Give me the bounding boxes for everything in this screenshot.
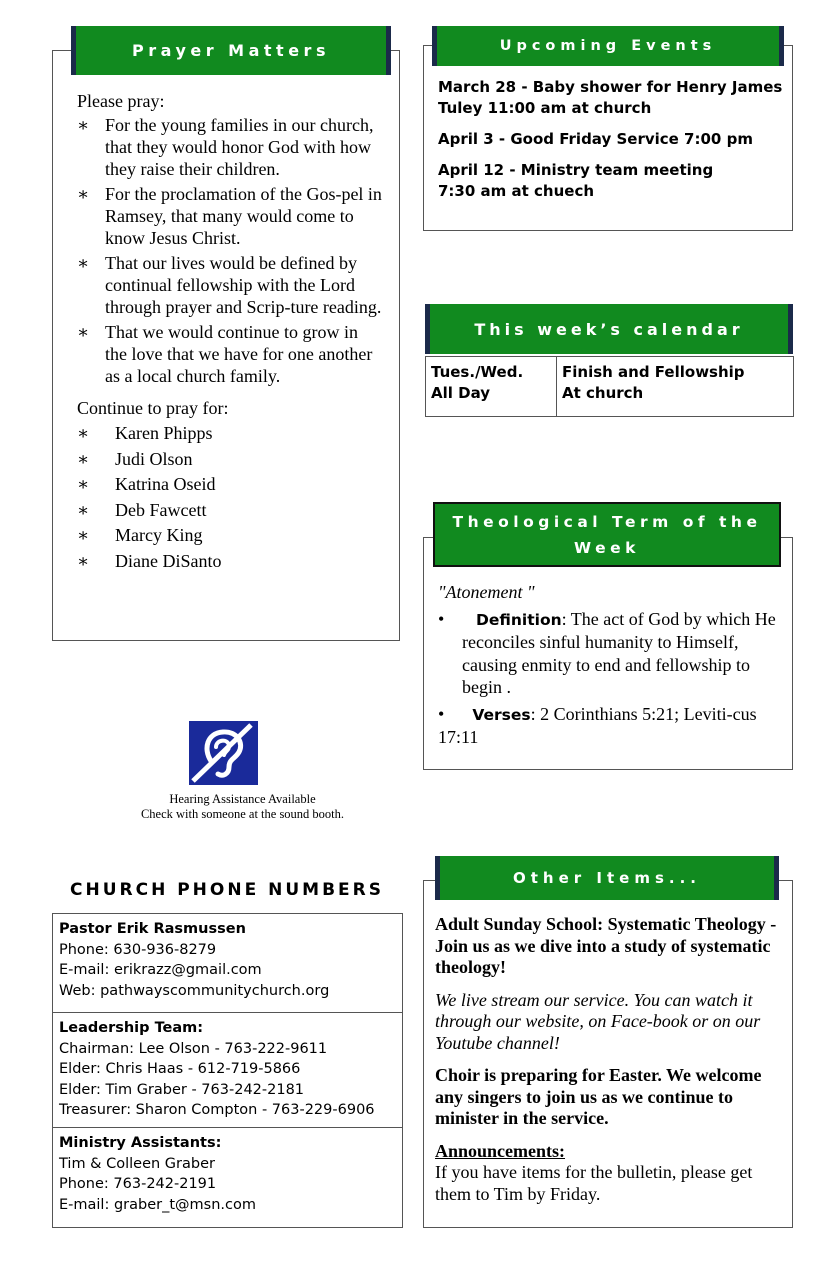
prayer-content: [77, 90, 382, 574]
hearing-text: Hearing Assistance Available Check with someone at the sound booth.: [140, 792, 345, 821]
prayer-name: ∗ Marcy King: [77, 523, 382, 549]
sunday-school: Adult Sunday School: Systematic Theology - Join us as we dive into a study of systematic theology!: [435, 914, 777, 977]
theology-banner: [433, 502, 781, 567]
ministry-head: Ministry Assistants:: [59, 1135, 222, 1151]
prayer-intro: Please pray:: [77, 91, 165, 111]
event-item: April 12 - Ministry team meeting 7:30 am at chuech: [438, 161, 714, 200]
prayer-title: Prayer Matters: [132, 41, 330, 60]
prayer-name: ∗ Katrina Oseid: [77, 472, 382, 498]
other-title: Other Items...: [513, 869, 701, 887]
leadership-head: Leadership Team:: [59, 1020, 204, 1036]
calendar-table: [425, 356, 794, 417]
pastor-section: [53, 914, 402, 1013]
events-banner: [432, 26, 784, 66]
calendar-title: This week’s calendar: [474, 319, 744, 339]
events-title: Upcoming Events: [499, 38, 717, 54]
theology-title: Theological Term of the Week: [452, 512, 762, 557]
ministry-line: Phone: 763-242-2191: [59, 1176, 217, 1192]
theology-verses: • Verses: 2 Corinthians 5:21; Leviti-cus 17:11: [438, 703, 757, 747]
other-banner: [435, 856, 779, 900]
phones-box: [52, 913, 403, 1228]
prayer-item: ∗ That we would continue to grow in the love that we have for one another as a local church family.: [77, 321, 382, 387]
event-item: April 3 - Good Friday Service 7:00 pm: [438, 130, 753, 148]
event-item: March 28 - Baby shower for Henry James Tuley 11:00 am at church: [438, 78, 783, 117]
prayer-name: ∗ Judi Olson: [77, 447, 382, 473]
pastor-web: Web: pathwayscommunitychurch.org: [59, 982, 330, 999]
announcements-head: Announcements:: [435, 1140, 566, 1161]
ministry-section: [53, 1128, 402, 1221]
leadership-line: Treasurer: Sharon Compton - 763-229-6906: [59, 1102, 375, 1118]
ministry-line: E-mail: graber_t@msn.com: [59, 1196, 256, 1213]
ministry-line: Tim & Colleen Graber: [59, 1155, 215, 1172]
pastor-email: E-mail: erikrazz@gmail.com: [59, 962, 262, 978]
theology-definition: • Definition: The act of God by which He reconciles sinful humanity to Himself, causing enmity to end and fellowship to begin .: [438, 608, 776, 697]
choir: Choir is preparing for Easter. We welcome any singers to join us as we continue to minister in the service.: [435, 1065, 762, 1128]
pastor-name: Pastor Erik Rasmussen: [59, 921, 246, 937]
calendar-what: Finish and Fellowship At church: [557, 357, 794, 417]
theology-term: "Atonement ": [438, 582, 535, 602]
ear-icon: [189, 721, 258, 785]
calendar-banner: [425, 304, 793, 354]
prayer-list: [77, 114, 382, 387]
calendar-row: [426, 357, 794, 417]
other-content: [435, 914, 780, 1205]
announcements-text: If you have items for the bulletin, please get them to Tim by Friday.: [435, 1162, 753, 1204]
prayer-item: ∗ For the proclamation of the Gos-pel in Ramsey, that many would come to know Jesus Christ.: [77, 183, 382, 249]
prayer-item: ∗ For the young families in our church, that they would honor God with how they raise their children.: [77, 114, 382, 180]
prayer-name: ∗ Deb Fawcett: [77, 498, 382, 524]
leadership-line: Chairman: Lee Olson - 763-222-9611: [59, 1040, 328, 1057]
leadership-line: Elder: Tim Graber - 763-242-2181: [59, 1081, 305, 1098]
theology-content: [438, 581, 776, 749]
leadership-section: [53, 1013, 402, 1128]
prayer-name: ∗ Karen Phipps: [77, 421, 382, 447]
livestream: We live stream our service. You can watch it through our website, on Face-book or on our Youtube channel!: [435, 989, 761, 1053]
prayer-item: ∗ That our lives would be defined by continual fellowship with the Lord through prayer and Scrip-ture reading.: [77, 252, 382, 318]
calendar-when: Tues./Wed. All Day: [426, 357, 557, 417]
phones-title: CHURCH PHONE NUMBERS: [70, 880, 384, 900]
events-list: [438, 77, 783, 212]
prayer-names: [77, 421, 382, 574]
leadership-line: Elder: Chris Haas - 612-719-5866: [59, 1061, 301, 1077]
continue-label: Continue to pray for:: [77, 398, 229, 418]
bullet-icon: •: [438, 608, 445, 629]
bullet-icon: •: [438, 703, 445, 724]
pastor-phone: Phone: 630-936-8279: [59, 941, 217, 958]
prayer-banner: [71, 26, 391, 75]
prayer-name: ∗ Diane DiSanto: [77, 549, 382, 575]
